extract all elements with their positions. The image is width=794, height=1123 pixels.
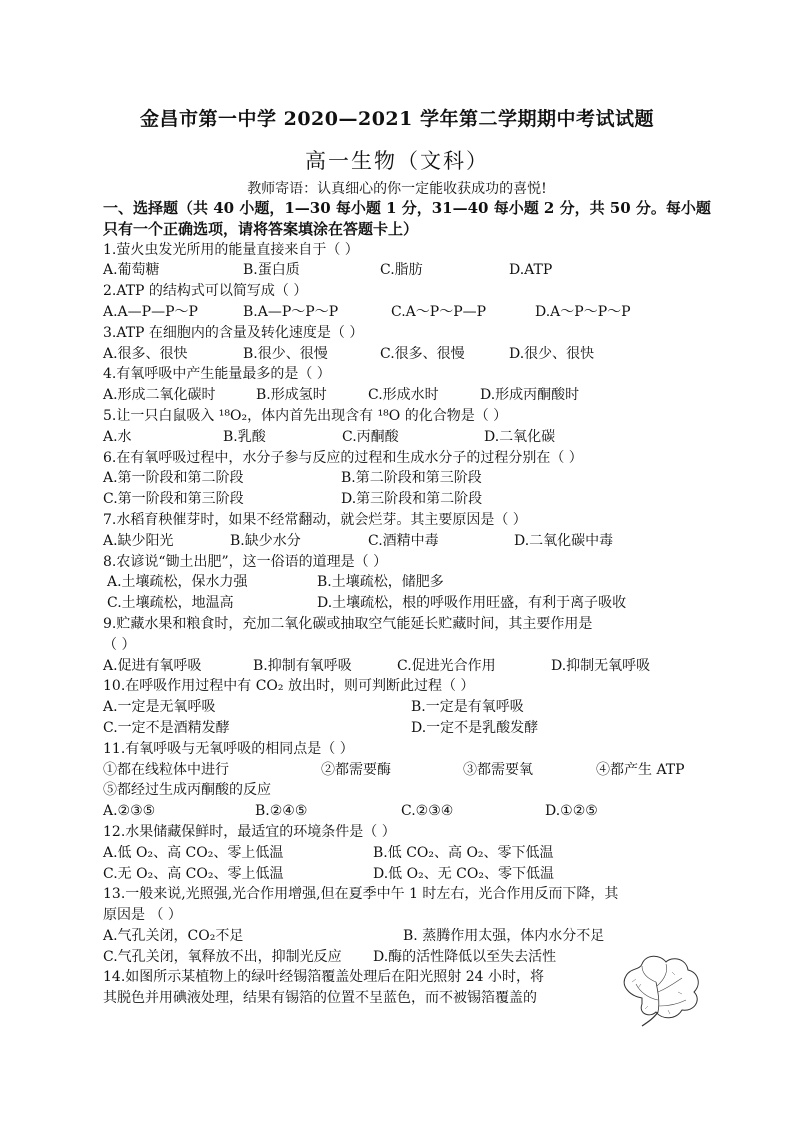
statement-1: ①都在线粒体中进行 — [103, 761, 229, 778]
option-b: B.抑制有氧呼吸 — [253, 657, 352, 674]
option-b: B.乳酸 — [223, 428, 266, 445]
leaf-illustration — [612, 948, 708, 1028]
option-d: D.ATP — [509, 262, 553, 279]
option-a: A.缺少阳光 — [103, 532, 174, 549]
option-a: A.土壤疏松，保水力强 — [107, 574, 248, 591]
question-stem: 12.水果储藏保鲜时，最适宜的环境条件是（ ） — [103, 823, 396, 840]
question-options — [103, 427, 703, 448]
option-c: C.②③④ — [401, 803, 454, 820]
question-stem: 3.ATP 在细胞内的含量及转化速度是（ ） — [103, 324, 364, 341]
option-a: A.葡萄糖 — [103, 262, 160, 279]
question-stem: 10.在呼吸作用过程中有 CO₂ 放出时，则可判断此过程（ ） — [103, 678, 475, 695]
statement-2: ②都需要酶 — [321, 761, 391, 778]
option-a: A.促进有氧呼吸 — [103, 657, 202, 674]
question-options — [103, 344, 703, 365]
option-d: D.酶的活性降低以至失去活性 — [373, 948, 557, 965]
question-options — [103, 801, 703, 822]
option-b: B.缺少水分 — [230, 532, 301, 549]
option-d: D.第三阶段和第二阶段 — [341, 491, 483, 508]
option-b: B.②④⑤ — [255, 803, 308, 820]
option-c: C.丙酮酸 — [342, 428, 399, 445]
statement-4: ④都产生 ATP — [596, 761, 685, 778]
option-c: C.一定不是酒精发酵 — [103, 719, 230, 736]
option-a: A.水 — [103, 428, 132, 445]
option-c: C.很多、很慢 — [380, 345, 465, 362]
option-b: B.低 CO₂、高 O₂、零下低温 — [373, 844, 554, 861]
question-options — [103, 926, 703, 947]
option-d: D.土壤疏松，根的呼吸作用旺盛，有利于离子吸收 — [317, 595, 627, 612]
option-d: D.①②⑤ — [545, 803, 598, 820]
option-b: B.形成氢时 — [256, 387, 327, 404]
option-c: C.酒精中毒 — [368, 532, 439, 549]
option-d: D.二氧化碳 — [484, 428, 556, 445]
option-a: A.A—P—P～P — [103, 303, 198, 320]
option-b: B.第二阶段和第三阶段 — [341, 470, 482, 487]
option-a: A.低 O₂、高 CO₂、零上低温 — [103, 844, 284, 861]
option-b: B.A—P～P～P — [243, 303, 339, 320]
question-options — [103, 489, 703, 510]
option-a: A.气孔关闭，CO₂不足 — [103, 927, 244, 944]
exam-body — [103, 198, 711, 1009]
question-options — [103, 531, 703, 552]
option-c: C.脂肪 — [380, 262, 423, 279]
question-options — [103, 572, 703, 593]
question-options — [103, 260, 703, 281]
option-c: C.A～P～P—P — [391, 303, 487, 320]
option-b: B.蛋白质 — [243, 262, 300, 279]
option-d: D.很少、很快 — [509, 345, 595, 362]
option-a: A.形成二氧化碳时 — [103, 387, 216, 404]
exam-subtitle: 高一生物（文科） — [305, 149, 489, 173]
question-options — [103, 864, 703, 885]
question-options — [103, 593, 703, 614]
question-stem: 13.一般来说,光照强,光合作用增强,但在夏季中午 1 时左右，光合作用反而下降，其 — [103, 886, 619, 903]
question-options — [103, 468, 703, 489]
question-stem: 8.农谚说“锄土出肥”，这一俗语的道理是（ ） — [103, 553, 388, 570]
question-options — [103, 697, 703, 718]
question-options — [103, 718, 703, 739]
option-a: A.第一阶段和第二阶段 — [103, 470, 244, 487]
question-stem: 2.ATP 的结构式可以简写成（ ） — [103, 283, 308, 300]
option-d: D.形成丙酮酸时 — [480, 387, 580, 404]
option-d: D.二氧化碳中毒 — [514, 532, 614, 549]
option-c: C.无 O₂、高 CO₂、零上低温 — [103, 865, 284, 882]
option-a: A.很多、很快 — [103, 345, 188, 362]
option-b: B.很少、很慢 — [243, 345, 328, 362]
option-b: B.土壤疏松，储肥多 — [317, 574, 444, 591]
question-stem: 14.如图所示某植物上的绿叶经锡箔覆盖处理后在阳光照射 24 小时，将 — [103, 969, 544, 986]
teacher-motto: 教师寄语：认真细心的你一定能收获成功的喜悦! — [247, 181, 547, 197]
option-c: C.气孔关闭，氧释放不出，抑制光反应 — [103, 948, 342, 965]
question-stem: 9.贮藏水果和粮食时，充加二氧化碳或抽取空气能延长贮藏时间，其主要作用是 — [103, 615, 593, 632]
statement-5: ⑤都经过生成丙酮酸的反应 — [103, 782, 271, 799]
option-c: C.第一阶段和第三阶段 — [103, 491, 244, 508]
option-d: D.A～P～P～P — [535, 303, 631, 320]
option-c: C.促进光合作用 — [397, 657, 496, 674]
statement-3: ③都需要氧 — [463, 761, 533, 778]
question-stem-cont: （ ） — [103, 636, 136, 653]
option-c: C.形成水时 — [368, 387, 439, 404]
question-options — [103, 302, 703, 323]
exam-title: 金昌市第一中学 2020—2021 学年第二学期期中考试试题 — [140, 108, 654, 130]
option-a: A.②③⑤ — [103, 803, 156, 820]
question-options — [103, 843, 703, 864]
question-stem-cont: 其脱色并用碘液处理，结果有锡箔的位置不呈蓝色，而不被锡箔覆盖的 — [103, 990, 537, 1007]
question-options — [103, 656, 703, 677]
option-d: D.一定不是乳酸发酵 — [411, 719, 539, 736]
question-stem: 6.在有氧呼吸过程中，水分子参与反应的过程和生成水分子的过程分别在（ ） — [103, 449, 583, 466]
question-stem-cont: 原因是 （ ） — [103, 907, 182, 924]
option-d: D.抑制无氧呼吸 — [551, 657, 651, 674]
question-stem: 4.有氧呼吸中产生能量最多的是（ ） — [103, 366, 331, 383]
option-c: C.土壤疏松，地温高 — [107, 595, 234, 612]
question-stem: 11.有氧呼吸与无氧呼吸的相同点是（ ） — [103, 740, 354, 757]
question-stem: 7.水稻育秧催芽时，如果不经常翻动，就会烂芽。其主要原因是（ ） — [103, 511, 527, 528]
question-stem: 1.萤火虫发光所用的能量直接来自于（ ） — [103, 241, 359, 258]
question-statements — [103, 760, 703, 781]
option-d: D.低 O₂、无 CO₂、零下低温 — [373, 865, 554, 882]
question-stem: 5.让一只白鼠吸入 ¹⁸O₂，体内首先出现含有 ¹⁸O 的化合物是（ ） — [103, 407, 508, 424]
question-options — [103, 385, 703, 406]
option-b: B. 蒸腾作用太强，体内水分不足 — [403, 927, 605, 944]
section-heading-cont: 只有一个正确选项，请将答案填涂在答题卡上） — [103, 219, 419, 238]
section-heading: 一、选择题（共 40 小题，1—30 每小题 1 分，31—40 每小题 2 分，共 50 分。每小题 — [103, 199, 711, 217]
option-b: B.一定是有氧呼吸 — [411, 699, 524, 716]
option-a: A.一定是无氧呼吸 — [103, 699, 216, 716]
